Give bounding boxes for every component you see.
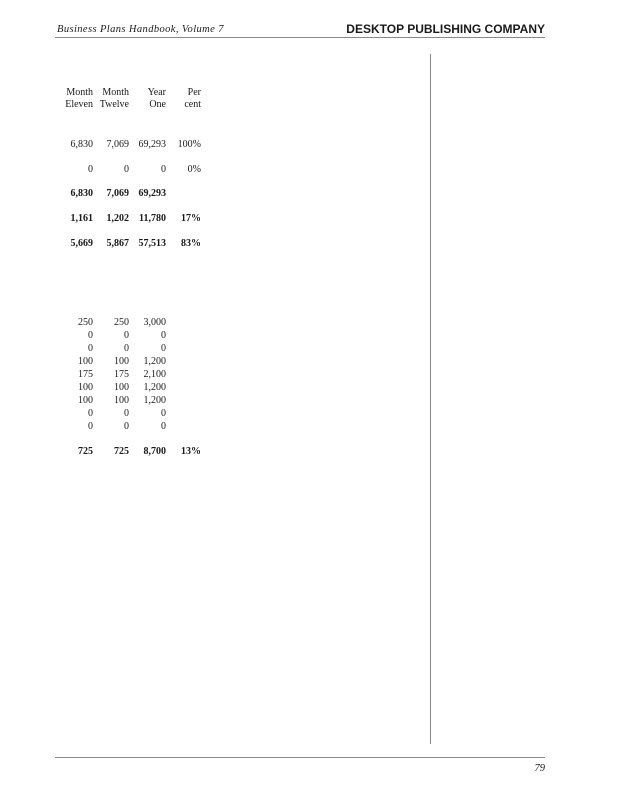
header-rule (55, 37, 545, 38)
company-title: DESKTOP PUBLISHING COMPANY (346, 22, 545, 36)
column-divider (430, 54, 431, 744)
book-title: Business Plans Handbook, Volume 7 (57, 24, 224, 35)
col-month-eleven-header: Month Eleven (65, 87, 93, 110)
col-year-one-header: Year One (147, 87, 166, 110)
col-percent-header: Per cent (184, 87, 201, 110)
page-number: 79 (534, 763, 545, 774)
footer-rule (55, 757, 545, 758)
col-month-twelve-header: Month Twelve (99, 87, 129, 110)
